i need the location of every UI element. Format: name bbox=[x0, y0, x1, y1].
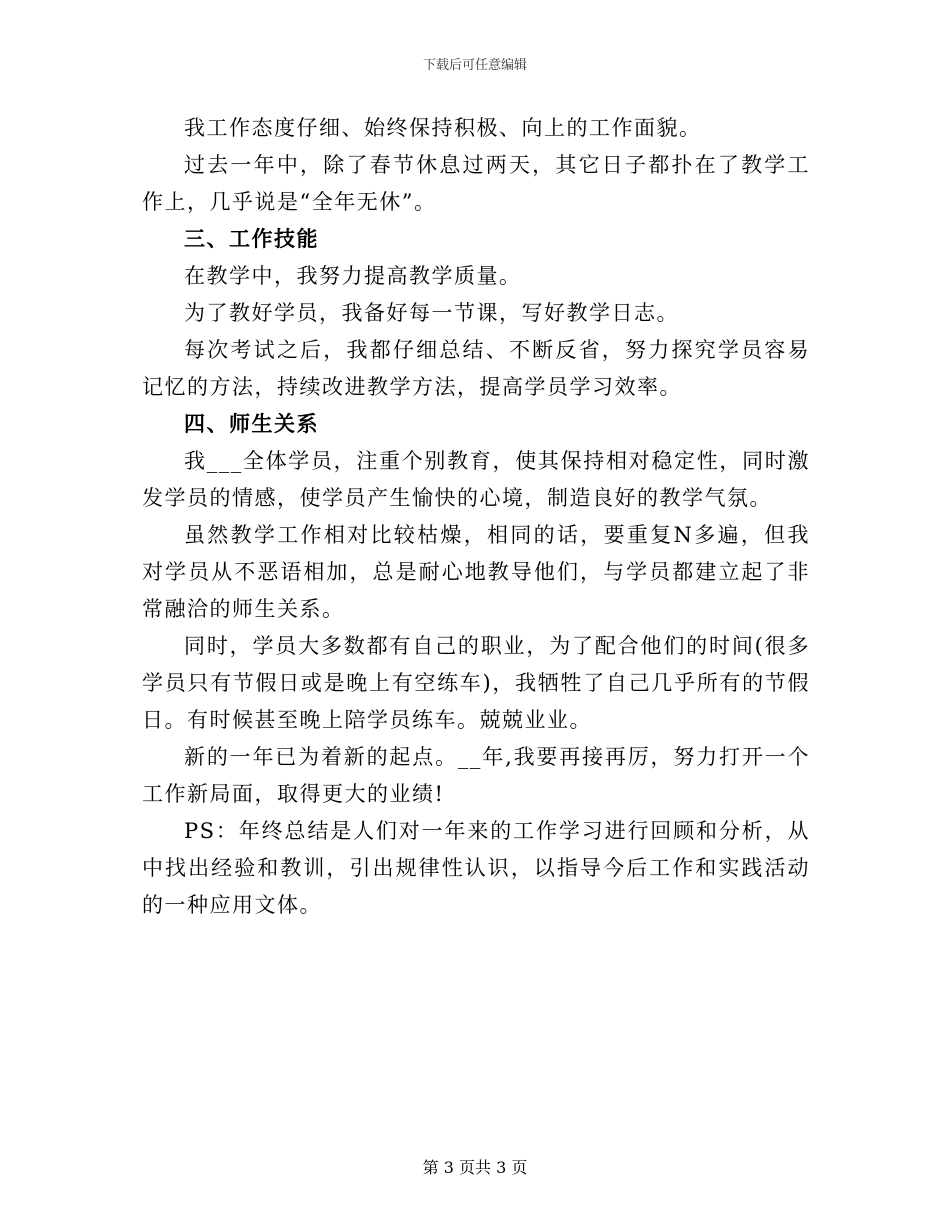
section-heading-relations: 四、师生关系 bbox=[184, 412, 319, 436]
paragraph-patience: 虽然教学工作相对比较枯燥，相同的话，要重复N多遍，但我对学员从不恶语相加，总是耐心地教导他们，与学员都建立起了非常融洽的师生关系。 bbox=[142, 523, 810, 621]
paragraph-lesson-prep: 为了教好学员，我备好每一节课，写好教学日志。 bbox=[184, 301, 679, 325]
paragraph-teaching-quality: 在教学中，我努力提高教学质量。 bbox=[184, 264, 522, 288]
paragraph-no-holidays: 过去一年中，除了春节休息过两天，其它日子都扑在了教学工作上，几乎说是“全年无休”。 bbox=[142, 153, 810, 214]
document-body bbox=[142, 110, 810, 924]
paragraph-exam-review: 每次考试之后，我都仔细总结、不断反省，努力探究学员容易记忆的方法，持续改进教学方法，提高学员学习效率。 bbox=[142, 338, 810, 399]
paragraph-sacrifice: 同时，学员大多数都有自己的职业，为了配合他们的时间(很多学员只有节假日或是晚上有空练车)，我牺牲了自己几乎所有的节假日。有时候甚至晚上陪学员练车。兢兢业业。 bbox=[142, 634, 810, 732]
paragraph-ps: PS：年终总结是人们对一年来的工作学习进行回顾和分析，从中找出经验和教训，引出规律性认识，以指导今后工作和实践活动的一种应用文体。 bbox=[142, 819, 810, 917]
page-number: 第 3 页共 3 页 bbox=[422, 1158, 528, 1177]
paragraph-individual-education: 我___全体学员，注重个别教育，使其保持相对稳定性，同时激发学员的情感，使学员产生愉快的心境，制造良好的教学气氛。 bbox=[142, 449, 810, 510]
header-note: 下载后可任意编辑 bbox=[422, 58, 527, 73]
section-heading-skills: 三、工作技能 bbox=[184, 227, 319, 251]
paragraph-new-year: 新的一年已为着新的起点。__年,我要再接再厉，努力打开一个工作新局面，取得更大的业绩! bbox=[142, 745, 810, 806]
paragraph-attitude: 我工作态度仔细、始终保持积极、向上的工作面貌。 bbox=[184, 116, 702, 140]
